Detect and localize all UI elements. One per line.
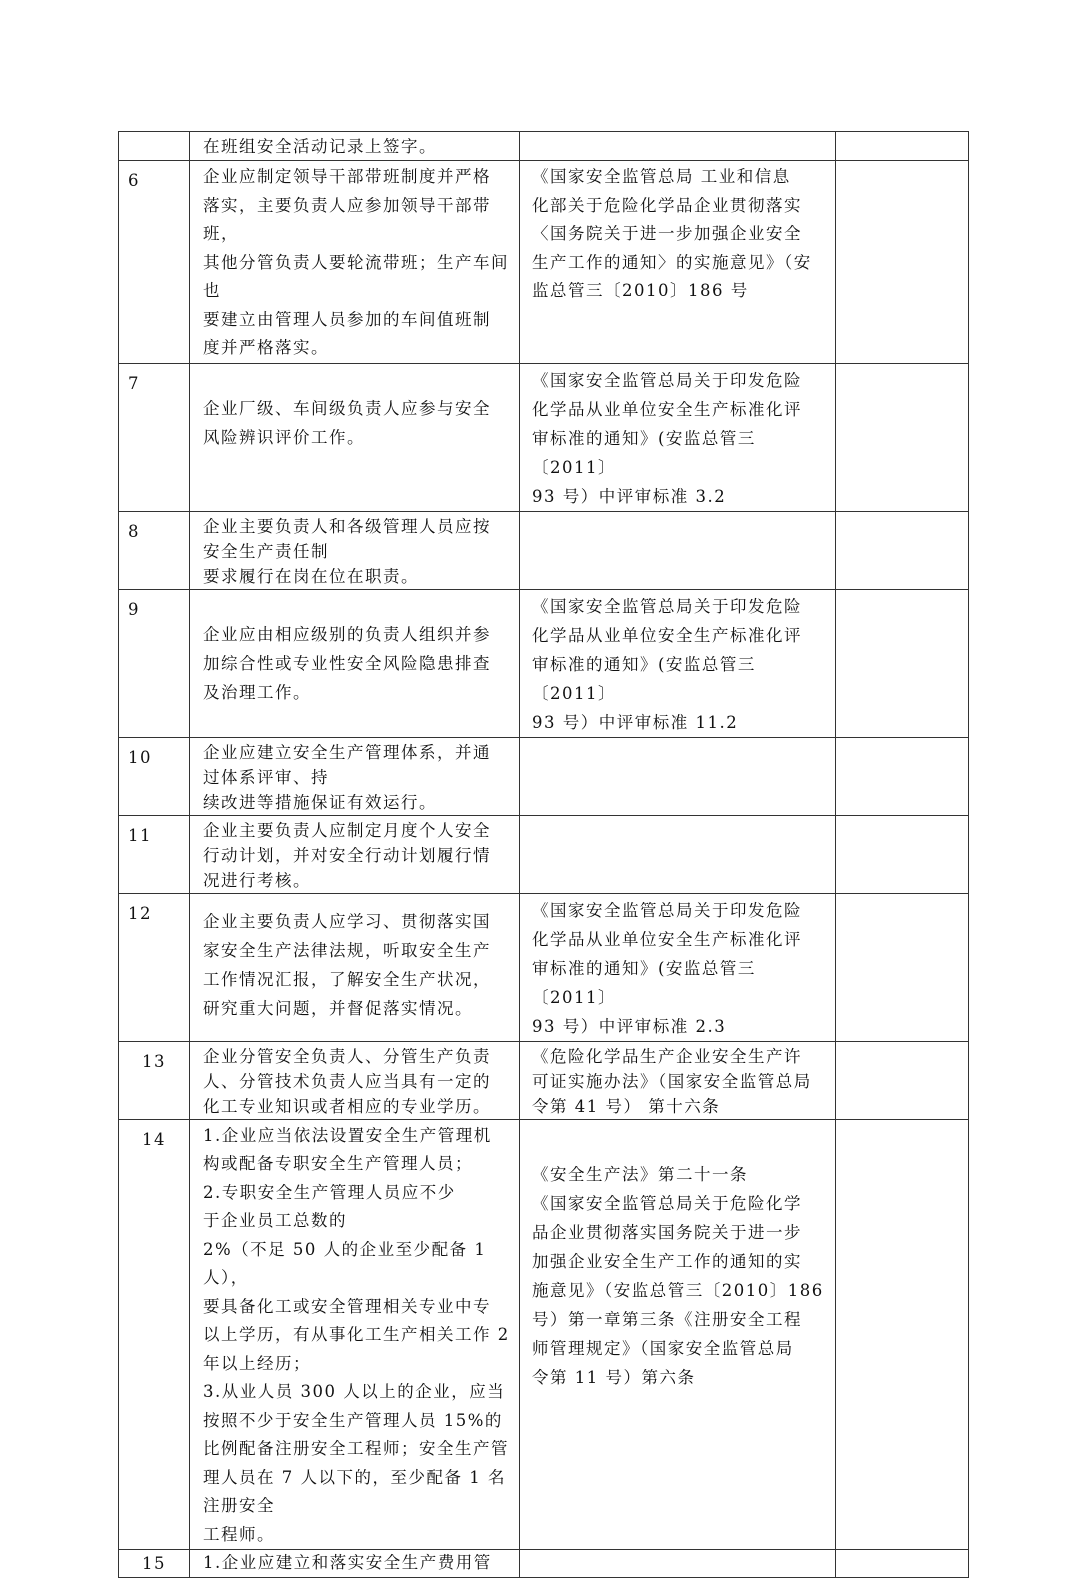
table-row	[119, 1041, 969, 1119]
remark-cell	[836, 589, 969, 737]
table-row	[119, 589, 969, 737]
item-number-cell: 7	[119, 363, 190, 511]
remark-cell	[836, 363, 969, 511]
item-number-cell: 11	[119, 815, 190, 893]
requirement-cell: 企业主要负责人应学习、贯彻落实国 家安全生产法律法规，听取安全生产 工作情况汇报，了解安全生产状况， 研究重大问题，并督促落实情况。	[190, 893, 520, 1041]
reference-cell: 《国家安全监管总局 工业和信息 化部关于危险化学品企业贯彻落实 〈国务院关于进一步加强企业安全 生产工作的通知〉的实施意见》（安 监总管三〔2010〕186 号	[520, 161, 836, 364]
remark-cell	[836, 815, 969, 893]
table-row	[119, 737, 969, 815]
reference-cell: 《国家安全监管总局关于印发危险 化学品从业单位安全生产标准化评 审标准的通知》(安监总管三〔2011〕 93 号）中评审标准 2.3	[520, 893, 836, 1041]
remark-cell	[836, 1550, 969, 1578]
reference-cell	[520, 132, 836, 161]
item-number-cell: 14	[119, 1119, 190, 1550]
table-row	[119, 363, 969, 511]
item-number-cell	[119, 132, 190, 161]
table-row	[119, 1550, 969, 1578]
checklist-table	[118, 131, 969, 1578]
requirement-cell: 企业应制定领导干部带班制度并严格 落实，主要负责人应参加领导干部带班， 其他分管负责人要轮流带班；生产车间也 要建立由管理人员参加的车间值班制 度并严格落实。	[190, 161, 520, 364]
requirement-cell: 1.企业应当依法设置安全生产管理机 构或配备专职安全生产管理人员； 2.专职安全生产管理人员应不少 于企业员工总数的 2%（不足 50 人的企业至少配备 1 人）， 要具备化工或安全管理相关专业中专 以上学历，有从事化工生产相关工作 2 年以上经历； 3.从业人员 300 人以上的企业，应当 按照不少于安全生产管理人员 15%的 比例配备注册安全工程师；安全生产管 理人员在 7 人以下的，至少配备 1 名 注册安全 工程师。	[190, 1119, 520, 1550]
table-row	[119, 161, 969, 364]
table-row	[119, 132, 969, 161]
reference-cell	[520, 815, 836, 893]
remark-cell	[836, 511, 969, 589]
requirement-cell: 企业应建立安全生产管理体系，并通 过体系评审、持 续改进等措施保证有效运行。	[190, 737, 520, 815]
item-number-cell: 12	[119, 893, 190, 1041]
table-row	[119, 511, 969, 589]
item-number-cell: 13	[119, 1041, 190, 1119]
item-number-cell: 10	[119, 737, 190, 815]
reference-cell: 《安全生产法》第二十一条 《国家安全监管总局关于危险化学 品企业贯彻落实国务院关于进一步 加强企业安全生产工作的通知的实 施意见》（安监总管三〔2010〕186 号）第一章第三条《注册安全工程 师管理规定》（国家安全监管总局 令第 11 号）第六条	[520, 1119, 836, 1550]
requirement-cell: 企业主要负责人应制定月度个人安全 行动计划，并对安全行动计划履行情 况进行考核。	[190, 815, 520, 893]
remark-cell	[836, 893, 969, 1041]
reference-cell: 《国家安全监管总局关于印发危险 化学品从业单位安全生产标准化评 审标准的通知》(安监总管三〔2011〕 93 号）中评审标准 11.2	[520, 589, 836, 737]
item-number-cell: 6	[119, 161, 190, 364]
table-row	[119, 815, 969, 893]
remark-cell	[836, 132, 969, 161]
reference-cell	[520, 737, 836, 815]
remark-cell	[836, 161, 969, 364]
requirement-cell: 企业应由相应级别的负责人组织并参 加综合性或专业性安全风险隐患排查 及治理工作。	[190, 589, 520, 737]
requirement-cell: 企业厂级、车间级负责人应参与安全 风险辨识评价工作。	[190, 363, 520, 511]
item-number-cell: 15	[119, 1550, 190, 1578]
remark-cell	[836, 1041, 969, 1119]
reference-cell: 《危险化学品生产企业安全生产许 可证实施办法》（国家安全监管总局 令第 41 号） 第十六条	[520, 1041, 836, 1119]
remark-cell	[836, 737, 969, 815]
reference-cell	[520, 511, 836, 589]
reference-cell: 《国家安全监管总局关于印发危险 化学品从业单位安全生产标准化评 审标准的通知》(安监总管三〔2011〕 93 号）中评审标准 3.2	[520, 363, 836, 511]
item-number-cell: 8	[119, 511, 190, 589]
requirement-cell: 企业分管安全负责人、分管生产负责 人、分管技术负责人应当具有一定的 化工专业知识或者相应的专业学历。	[190, 1041, 520, 1119]
item-number-cell: 9	[119, 589, 190, 737]
requirement-cell: 1.企业应建立和落实安全生产费用管	[190, 1550, 520, 1578]
table-row	[119, 1119, 969, 1550]
requirement-cell: 企业主要负责人和各级管理人员应按 安全生产责任制 要求履行在岗在位在职责。	[190, 511, 520, 589]
requirement-cell: 在班组安全活动记录上签字。	[190, 132, 520, 161]
reference-cell	[520, 1550, 836, 1578]
remark-cell	[836, 1119, 969, 1550]
table-row	[119, 893, 969, 1041]
